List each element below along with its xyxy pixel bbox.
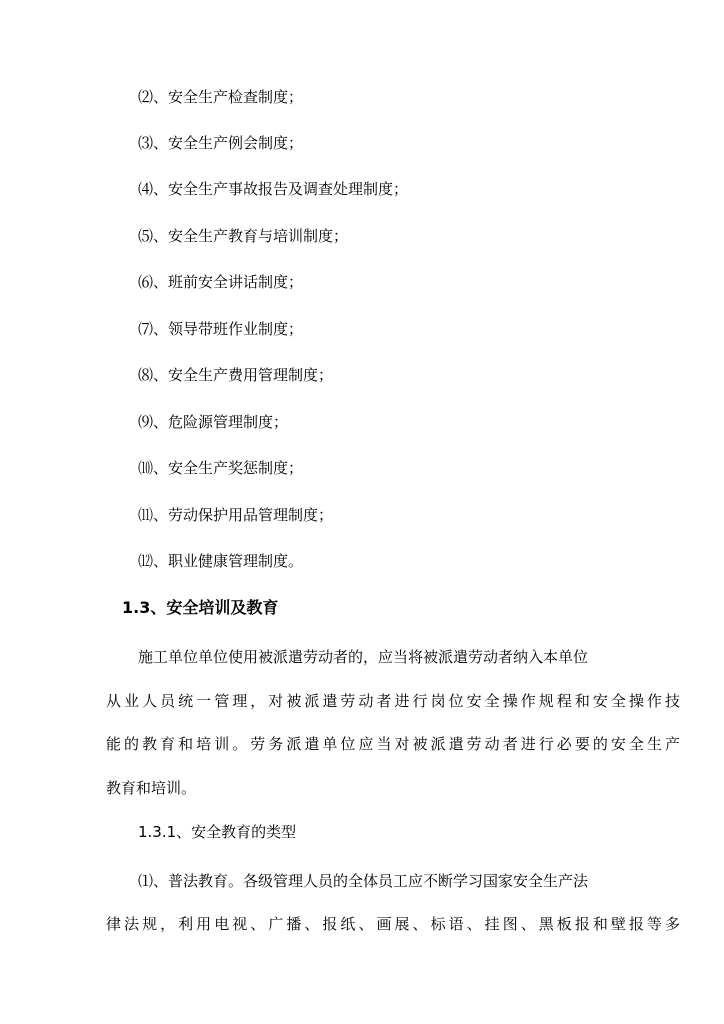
paragraph-1-line-4: 教育和培训。	[106, 779, 197, 797]
list-item-4: ⑷、安全生产事故报告及调查处理制度；	[138, 180, 409, 198]
paragraph-1-line-3: 能的教育和培训。劳务派遣单位应当对被派遣劳动者进行必要的安全生产	[106, 735, 680, 753]
list-item-8: ⑻、安全生产费用管理制度；	[138, 366, 334, 384]
list-item-7: ⑺、领导带班作业制度；	[138, 320, 304, 338]
list-item-3: ⑶、安全生产例会制度；	[138, 134, 304, 152]
list-item-11: ⑾、劳动保护用品管理制度；	[138, 506, 334, 524]
list-item-2: ⑵、安全生产检查制度；	[138, 88, 304, 106]
subsection-heading: 1.3.1、安全教育的类型	[138, 823, 297, 841]
paragraph-2-line-2: 律法规，利用电视、广播、报纸、画展、标语、挂图、黑板报和壁报等多	[106, 915, 680, 933]
paragraph-1-line-2: 从业人员统一管理，对被派遣劳动者进行岗位安全操作规程和安全操作技	[106, 692, 680, 710]
list-item-6: ⑹、班前安全讲话制度；	[138, 273, 304, 291]
paragraph-2-line-1: ⑴、普法教育。各级管理人员的全体员工应不断学习国家安全生产法	[138, 872, 589, 890]
list-item-10: ⑽、安全生产奖惩制度；	[138, 459, 304, 477]
list-item-5: ⑸、安全生产教育与培训制度；	[138, 227, 349, 245]
list-item-12: ⑿、职业健康管理制度。	[138, 552, 304, 570]
section-heading: 1.3、安全培训及教育	[122, 598, 279, 617]
list-item-9: ⑼、危险源管理制度；	[138, 413, 289, 431]
paragraph-1-line-1: 施工单位单位使用被派遣劳动者的，应当将被派遣劳动者纳入本单位	[138, 648, 589, 666]
